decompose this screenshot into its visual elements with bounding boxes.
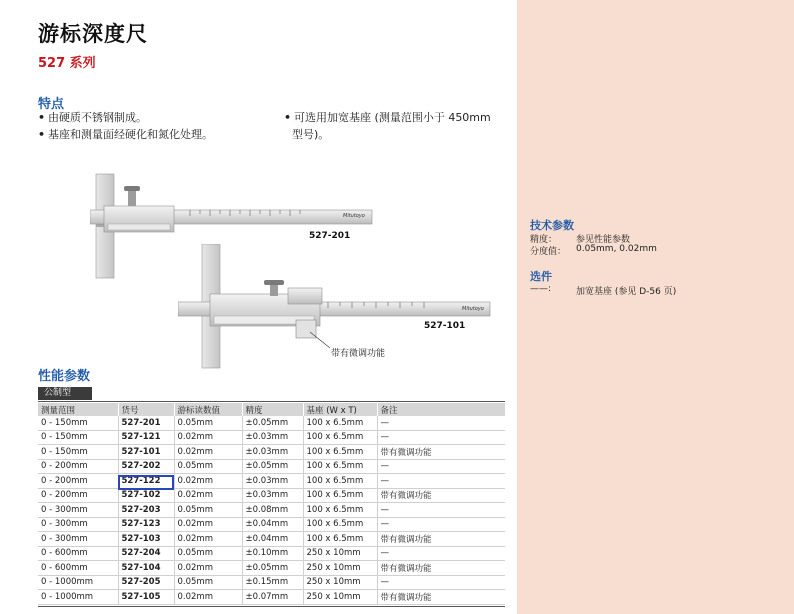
cell-range: 0 - 1000mm [38,575,118,590]
cell-code: 527-204 [118,546,174,561]
table-row [38,459,505,474]
cell-remarks: — [377,430,505,445]
cell-code: 527-121 [118,430,174,445]
table-row [38,517,505,532]
cell-base: 100 x 6.5mm [303,474,377,489]
cell-code: 527-202 [118,459,174,474]
performance-heading: 性能参数 [38,369,91,384]
cell-range: 0 - 600mm [38,561,118,576]
cell-remarks: — [377,546,505,561]
options-heading: 选件 [530,270,552,283]
accuracy-value: 参见性能参数 [576,235,631,245]
cell-range: 0 - 150mm [38,445,118,460]
cell-base: 250 x 10mm [303,561,377,576]
table-row [38,503,505,518]
cell-code: 527-103 [118,532,174,547]
series-label: 527 系列 [38,56,96,71]
cell-reading: 0.02mm [174,517,242,532]
cell-reading: 0.02mm [174,561,242,576]
spec-sidebar [517,0,794,614]
table-row [38,561,505,576]
cell-range: 0 - 150mm [38,430,118,445]
column-header-reading: 游标读数值 [174,403,242,416]
column-header-remarks: 备注 [377,403,505,416]
cell-accuracy: ±0.03mm [242,445,303,460]
table-row [38,488,505,503]
cell-range: 0 - 1000mm [38,590,118,605]
cell-code: 527-205 [118,575,174,590]
performance-table [38,403,505,605]
cell-remarks: — [377,474,505,489]
cell-remarks: — [377,575,505,590]
feature-text: 基座和测量面经硬化和氮化处理。 [48,128,214,141]
image-label-527-201: 527-201 [309,231,351,241]
cell-remarks: — [377,503,505,518]
option-dash: ——: [530,284,552,294]
cell-code: 527-104 [118,561,174,576]
cell-base: 250 x 10mm [303,575,377,590]
cell-range: 0 - 300mm [38,503,118,518]
option-value: 加宽基座 (参见 D-56 页) [576,287,677,297]
cell-accuracy: ±0.05mm [242,459,303,474]
feature-text-continued: 型号)。 [292,128,330,141]
cell-accuracy: ±0.05mm [242,416,303,430]
cell-base: 250 x 10mm [303,546,377,561]
brand-logo: Mitutoyo [462,306,484,312]
cell-accuracy: ±0.05mm [242,561,303,576]
bullet-icon: • [38,128,46,141]
feature-text: 可选用加宽基座 (测量范围小于 450mm [294,111,491,124]
cell-base: 100 x 6.5mm [303,517,377,532]
cell-accuracy: ±0.03mm [242,488,303,503]
cell-base: 100 x 6.5mm [303,488,377,503]
table-row [38,546,505,561]
fine-adjust-annotation: 带有微调功能 [331,349,386,359]
column-header-code: 货号 [118,403,174,416]
cell-remarks: 带有微调功能 [377,561,505,576]
cell-base: 250 x 10mm [303,590,377,605]
cell-code: 527-201 [118,416,174,430]
table-row [38,590,505,605]
cell-reading: 0.05mm [174,546,242,561]
cell-accuracy: ±0.07mm [242,590,303,605]
cell-base: 100 x 6.5mm [303,430,377,445]
resolution-value: 0.05mm, 0.02mm [576,244,657,254]
feature-item [38,127,213,143]
cell-accuracy: ±0.03mm [242,430,303,445]
column-header-range: 测量范围 [38,403,118,416]
feature-item [38,110,147,126]
table-header-row [38,403,505,416]
cell-reading: 0.02mm [174,474,242,489]
resolution-label: 分度值： [530,247,567,257]
cell-base: 100 x 6.5mm [303,416,377,430]
cell-remarks: 带有微调功能 [377,532,505,547]
cell-code: 527-123 [118,517,174,532]
cell-range: 0 - 600mm [38,546,118,561]
cell-accuracy: ±0.04mm [242,517,303,532]
cell-reading: 0.02mm [174,532,242,547]
feature-text: 由硬质不锈钢制成。 [48,111,148,124]
selected-row-highlight [118,475,174,490]
table-top-rule [38,401,505,402]
cell-reading: 0.02mm [174,488,242,503]
cell-base: 100 x 6.5mm [303,459,377,474]
cell-range: 0 - 200mm [38,459,118,474]
metric-type-tab: 公制型 [38,387,92,400]
cell-remarks: 带有微调功能 [377,445,505,460]
cell-reading: 0.02mm [174,430,242,445]
cell-reading: 0.02mm [174,590,242,605]
column-header-base: 基座 (W x T) [303,403,377,416]
cell-accuracy: ±0.04mm [242,532,303,547]
page-title: 游标深度尺 [38,22,148,46]
cell-reading: 0.05mm [174,575,242,590]
cell-remarks: 带有微调功能 [377,590,505,605]
cell-base: 100 x 6.5mm [303,445,377,460]
features-heading: 特点 [38,97,65,112]
cell-code: 527-102 [118,488,174,503]
cell-remarks: — [377,517,505,532]
table-row [38,430,505,445]
cell-range: 0 - 300mm [38,532,118,547]
cell-reading: 0.05mm [174,416,242,430]
cell-base: 100 x 6.5mm [303,532,377,547]
cell-reading: 0.05mm [174,459,242,474]
cell-remarks: 带有微调功能 [377,488,505,503]
cell-reading: 0.02mm [174,445,242,460]
table-bottom-rule [38,606,505,607]
table-row [38,532,505,547]
bullet-icon: • [38,111,46,124]
image-label-527-101: 527-101 [424,321,466,331]
brand-logo: Mitutoyo [343,213,365,219]
cell-remarks: — [377,416,505,430]
column-header-accuracy: 精度 [242,403,303,416]
table-row [38,445,505,460]
table-row [38,575,505,590]
cell-range: 0 - 200mm [38,474,118,489]
feature-item [284,110,491,126]
cell-accuracy: ±0.10mm [242,546,303,561]
tech-specs-heading: 技术参数 [530,219,574,232]
cell-accuracy: ±0.03mm [242,474,303,489]
cell-reading: 0.05mm [174,503,242,518]
cell-accuracy: ±0.15mm [242,575,303,590]
cell-code: 527-101 [118,445,174,460]
cell-range: 0 - 300mm [38,517,118,532]
accuracy-label: 精度： [530,235,558,245]
cell-accuracy: ±0.08mm [242,503,303,518]
cell-code: 527-105 [118,590,174,605]
table-row [38,416,505,430]
cell-range: 0 - 150mm [38,416,118,430]
cell-remarks: — [377,459,505,474]
cell-code: 527-122 [118,474,174,489]
cell-code: 527-203 [118,503,174,518]
bullet-icon: • [284,111,292,124]
cell-range: 0 - 200mm [38,488,118,503]
cell-base: 100 x 6.5mm [303,503,377,518]
table-row [38,474,505,489]
